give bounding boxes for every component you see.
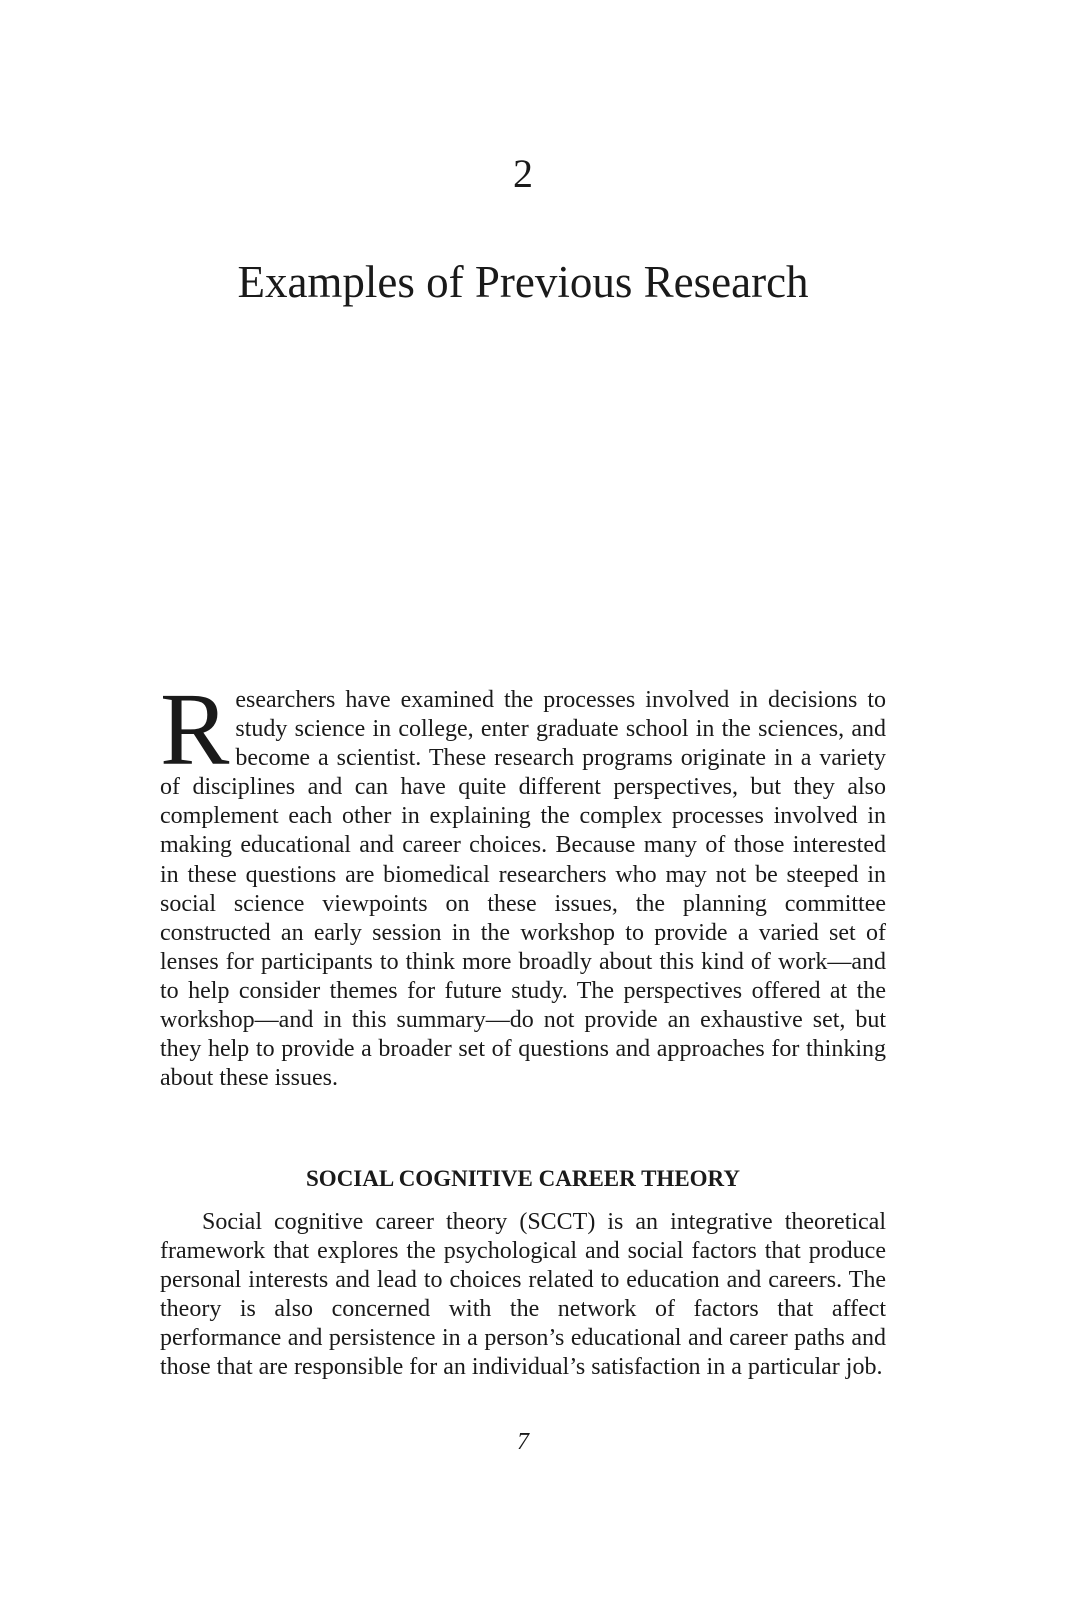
intro-text: esearchers have examined the processes involved in decisions to study science in college, enter graduate school in the sciences, and become a scientist. These research programs originate in a variety of disciplines and can have quite different perspectives, but they also complement each other in explaining the complex processes involved in making educational and career choices. Because many of those interested in these questions are biomedical researchers who may not be steeped in social science viewpoints on these issues, the planning committee constructed an early session in the workshop to provide a varied set of lenses for participants to think more broadly about this kind of work—and to help consider themes for future study. The perspectives offered at the workshop—and in this summary—do not provide an exhaustive set, but they help to provide a broader set of questions and approaches for thinking about these issues.: [160, 687, 886, 1092]
chapter-title: Examples of Previous Research: [237, 257, 809, 307]
scct-paragraph: Social cognitive career theory (SCCT) is an integrative theoretical framework that explores the psychological and social factors that produce personal interests and lead to choices related to education and careers. The theory is also concerned with the network of factors that affect performance and persistence in a person’s educational and career paths and those that are responsible for an individual’s satisfaction in a particular job.: [160, 1209, 886, 1381]
chapter-number: 2: [513, 151, 533, 196]
intro-paragraph: [160, 672, 886, 1093]
section-heading: SOCIAL COGNITIVE CAREER THEORY: [306, 1166, 740, 1191]
drop-cap: R: [160, 672, 230, 787]
page-number: 7: [517, 1429, 529, 1455]
